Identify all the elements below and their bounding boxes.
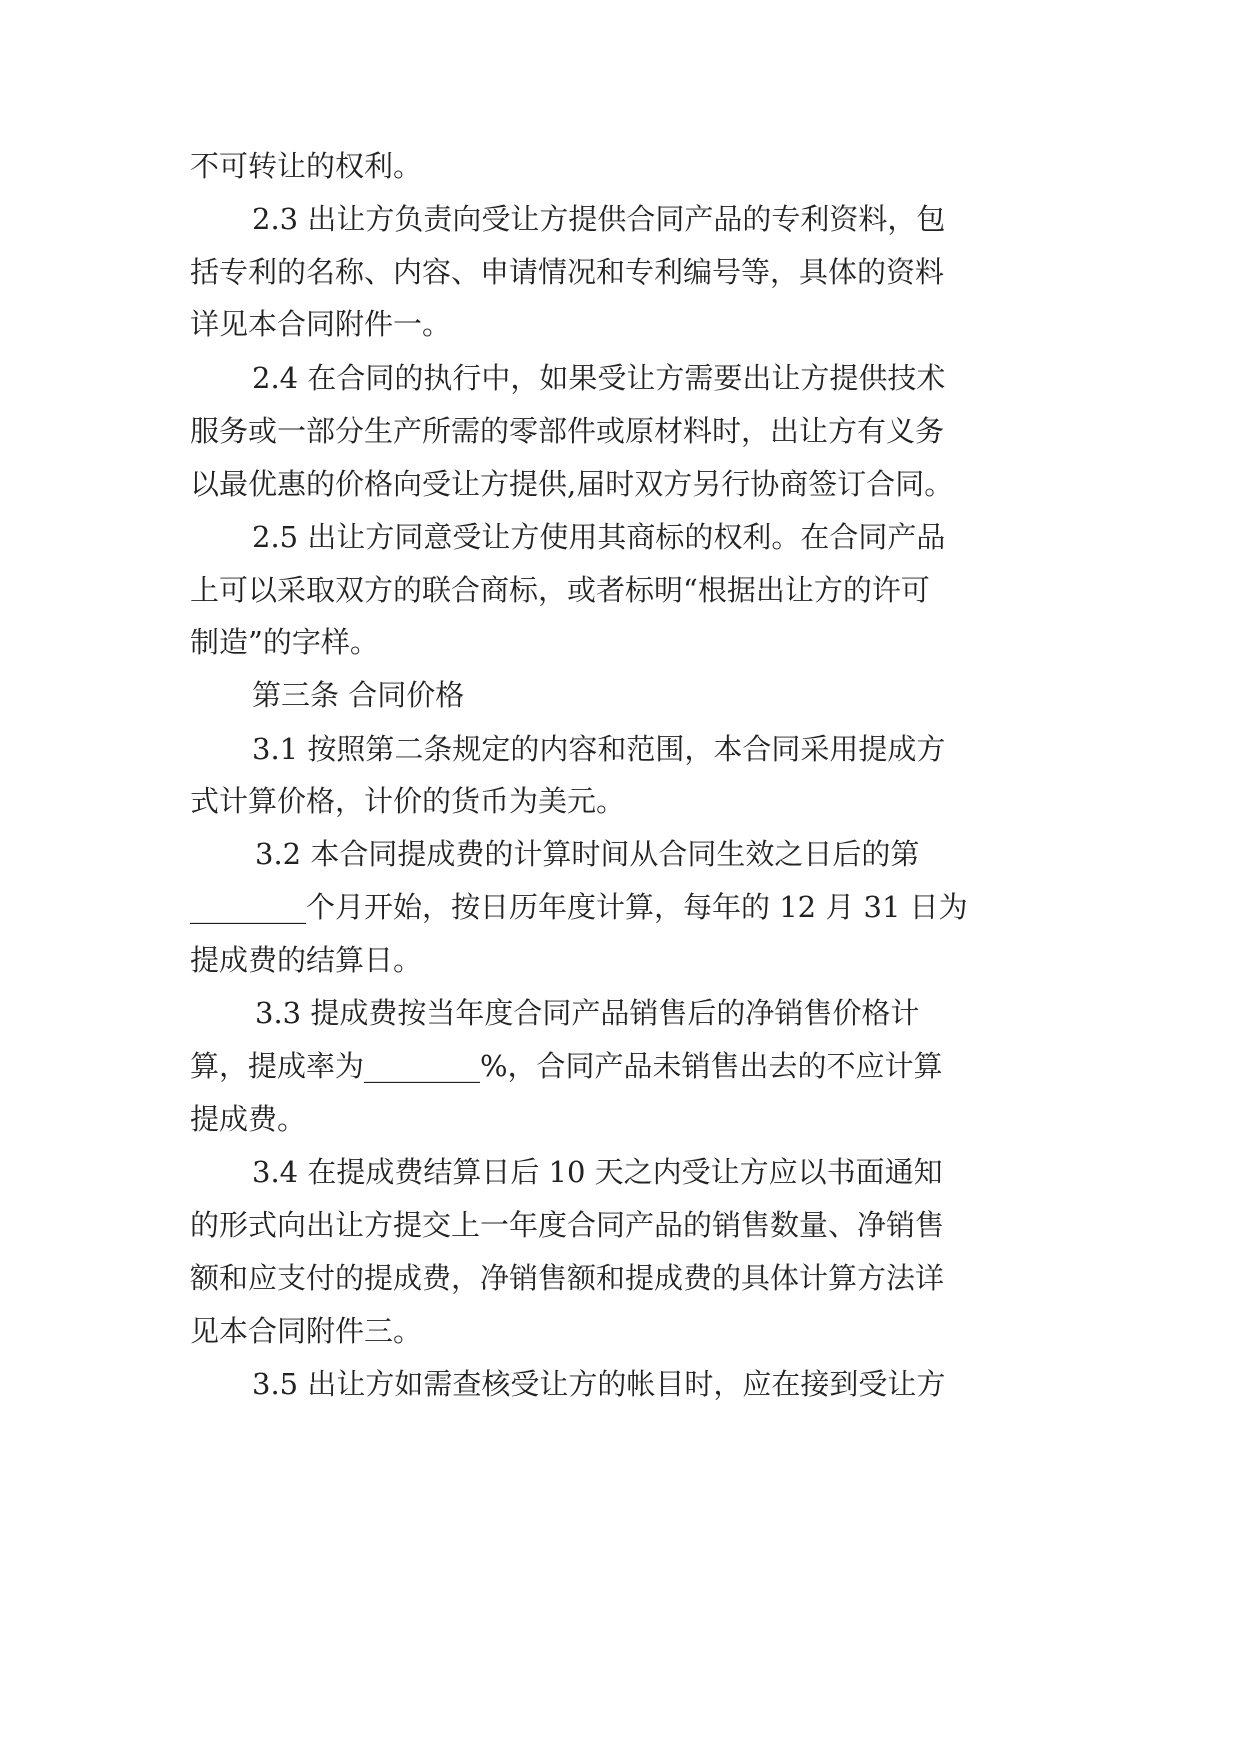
clause-3-5: 3.5 出让方如需查核受让方的帐目时，应在接到受让方 <box>252 1367 946 1401</box>
clause-2-3: 2.3 出让方负责向受让方提供合同产品的专利资料，包 <box>252 202 946 236</box>
text-line: 额和应支付的提成费，净销售额和提成费的具体计算方法详 <box>190 1261 945 1295</box>
text-line: 提成费的结算日。 <box>190 943 423 977</box>
clause-3-4: 3.4 在提成费结算日后 10 天之内受让方应以书面通知 <box>252 1155 943 1189</box>
text-line: 上可以采取双方的联合商标，或者标明“根据出让方的许可 <box>190 573 930 607</box>
text-line: 见本合同附件三。 <box>190 1314 423 1348</box>
clause-3-1: 3.1 按照第二条规定的内容和范围，本合同采用提成方 <box>252 732 946 766</box>
text-line: 制造”的字样。 <box>190 625 379 659</box>
text-line: 括专利的名称、内容、申请情况和专利编号等，具体的资料 <box>190 255 945 289</box>
text-line: 式计算价格，计价的货币为美元。 <box>190 784 626 818</box>
clause-3-2: 3.2 本合同提成费的计算时间从合同生效之日后的第 <box>255 837 920 871</box>
clause-2-4: 2.4 在合同的执行中，如果受让方需要出让方提供技术 <box>252 361 946 395</box>
text-line: ________个月开始，按日历年度计算，每年的 12 月 31 日为 <box>190 890 968 924</box>
section-heading: 第三条 合同价格 <box>252 678 465 712</box>
text-line: 不可转让的权利。 <box>190 149 423 183</box>
text-line: 详见本合同附件一。 <box>190 307 452 341</box>
text-line: 算，提成率为________%，合同产品未销售出去的不应计算 <box>190 1049 943 1083</box>
clause-2-5: 2.5 出让方同意受让方使用其商标的权利。在合同产品 <box>252 520 946 554</box>
text-line: 的形式向出让方提交上一年度合同产品的销售数量、净销售 <box>190 1208 945 1242</box>
clause-3-3: 3.3 提成费按当年度合同产品销售后的净销售价格计 <box>255 996 920 1030</box>
text-line: 服务或一部分生产所需的零部件或原材料时，出让方有义务 <box>190 414 945 448</box>
text-line: 提成费。 <box>190 1102 307 1136</box>
text-line: 以最优惠的价格向受让方提供,届时双方另行协商签订合同。 <box>190 467 954 501</box>
